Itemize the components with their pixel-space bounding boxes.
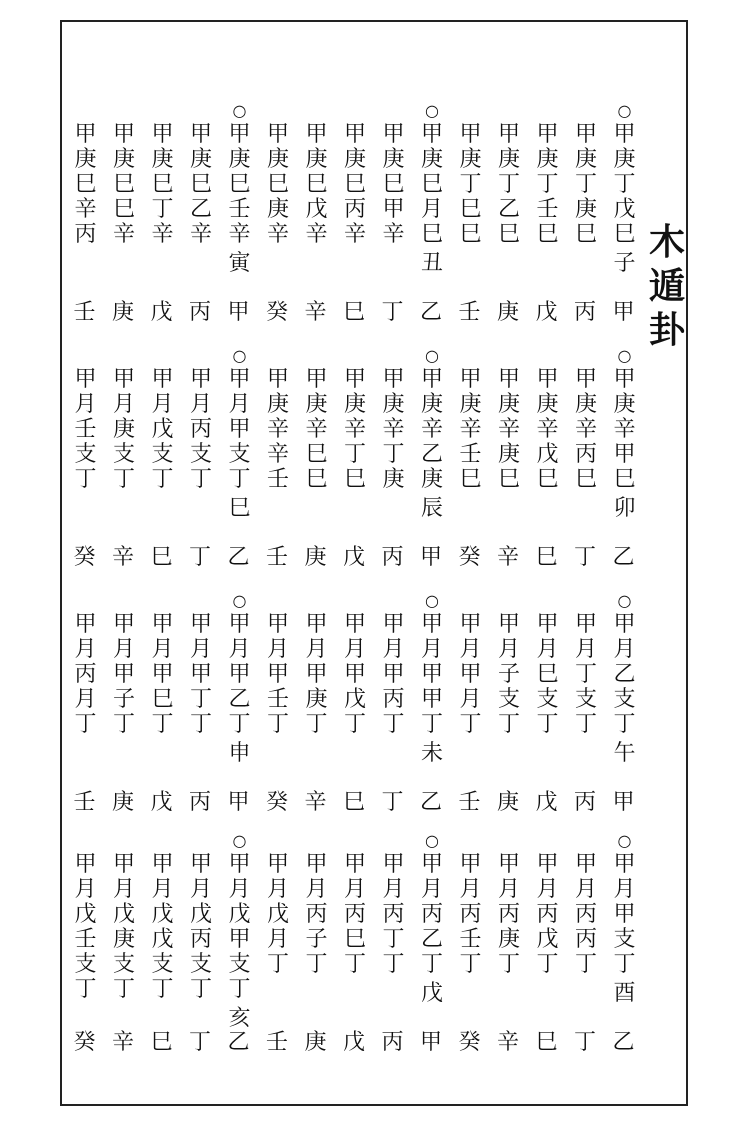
text-column	[302, 345, 332, 575]
circle-marker: ○	[232, 346, 247, 365]
stem-label: 甲	[227, 300, 250, 325]
stem-sequence: 甲庚巳辛丙	[74, 122, 97, 247]
stem-label: 乙	[612, 545, 635, 570]
stem-sequence: 甲庚丁巳巳	[459, 122, 482, 247]
stem-label: 甲	[420, 545, 443, 570]
stem-sequence: 甲月戊丙支丁	[189, 852, 212, 1002]
text-column	[610, 100, 640, 330]
stem-label: 壬	[458, 790, 481, 815]
branch-label: 酉	[613, 981, 636, 1006]
stem-sequence: 甲月乙支丁	[613, 612, 636, 737]
circle-marker: ○	[232, 831, 247, 850]
text-column	[302, 590, 332, 820]
stem-sequence: 甲月子支丁	[497, 612, 520, 737]
stem-sequence: 甲庚巳甲辛	[382, 122, 405, 247]
text-column	[417, 830, 447, 1060]
stem-label: 丁	[189, 1030, 212, 1055]
text-column	[494, 590, 524, 820]
stem-label: 辛	[112, 545, 135, 570]
text-column	[533, 830, 563, 1060]
branch-label: 丑	[420, 251, 443, 276]
text-column	[533, 100, 563, 330]
stem-sequence: 甲月甲丙丁	[382, 612, 405, 737]
text-column	[456, 100, 486, 330]
stem-sequence: 甲庚辛乙庚	[420, 367, 443, 492]
stem-sequence: 甲月戊月丁	[266, 852, 289, 977]
text-column	[456, 345, 486, 575]
stem-label: 乙	[612, 1030, 635, 1055]
stem-sequence: 甲月戊庚支丁	[112, 852, 135, 1002]
stem-sequence: 甲月丙戊丁	[536, 852, 559, 977]
stem-sequence: 甲月甲庚丁	[305, 612, 328, 737]
circle-marker: ○	[425, 101, 439, 120]
text-column	[186, 100, 216, 330]
stem-sequence: 甲庚丁壬巳	[536, 122, 559, 247]
branch-label: 亥	[228, 1006, 251, 1031]
text-column	[148, 590, 178, 820]
stem-label: 癸	[266, 300, 289, 325]
text-column	[148, 830, 178, 1060]
stem-label: 巳	[150, 545, 173, 570]
stem-sequence: 甲庚辛庚巳	[497, 367, 520, 492]
text-column	[340, 830, 370, 1060]
stem-sequence: 甲月甲支丁	[613, 852, 636, 977]
stem-label: 丙	[574, 300, 597, 325]
circle-marker: ○	[617, 591, 632, 610]
stem-sequence: 甲月庚支丁	[112, 367, 135, 492]
text-block	[0, 100, 749, 330]
stem-sequence: 甲月丙丁丁	[382, 852, 405, 977]
text-column	[263, 590, 293, 820]
text-column	[610, 590, 640, 820]
text-column	[494, 345, 524, 575]
stem-label: 巳	[150, 1030, 173, 1055]
stem-label: 丙	[381, 545, 404, 570]
stem-label: 丁	[381, 300, 404, 325]
stem-label: 戊	[343, 1030, 366, 1055]
text-column	[186, 590, 216, 820]
stem-label: 乙	[420, 300, 443, 325]
stem-sequence: 甲月丁支丁	[574, 612, 597, 737]
stem-label: 癸	[458, 545, 481, 570]
stem-sequence: 甲月丙壬丁	[459, 852, 482, 977]
text-column	[225, 830, 255, 1060]
stem-label: 庚	[497, 300, 520, 325]
branch-label: 戊	[420, 981, 443, 1006]
stem-label: 癸	[73, 545, 96, 570]
stem-label: 壬	[73, 790, 96, 815]
page-title: 木遁卦	[648, 221, 685, 351]
text-block	[0, 830, 749, 1060]
stem-sequence: 甲月巳支丁	[536, 612, 559, 737]
stem-label: 巳	[535, 1030, 558, 1055]
stem-label: 戊	[535, 790, 558, 815]
text-column	[571, 100, 601, 330]
stem-label: 辛	[304, 300, 327, 325]
stem-sequence: 甲月甲甲丁	[420, 612, 443, 737]
text-column	[340, 345, 370, 575]
stem-sequence: 甲庚丁庚巳	[574, 122, 597, 247]
text-column	[71, 100, 101, 330]
text-column	[417, 100, 447, 330]
branch-label: 未	[420, 741, 443, 766]
branch-label: 寅	[228, 251, 251, 276]
stem-sequence: 甲庚巳乙辛	[189, 122, 212, 247]
stem-sequence: 甲庚辛丁庚	[382, 367, 405, 492]
stem-label: 辛	[304, 790, 327, 815]
stem-label: 戊	[535, 300, 558, 325]
stem-label: 乙	[227, 545, 250, 570]
stem-sequence: 甲月甲子丁	[112, 612, 135, 737]
text-column	[417, 590, 447, 820]
stem-label: 庚	[304, 1030, 327, 1055]
stem-sequence: 甲月壬支丁	[74, 367, 97, 492]
stem-sequence: 甲庚辛巳巳	[305, 367, 328, 492]
text-column	[571, 830, 601, 1060]
text-column	[302, 100, 332, 330]
stem-sequence: 甲月甲丁丁	[189, 612, 212, 737]
stem-label: 壬	[266, 545, 289, 570]
stem-label: 辛	[112, 1030, 135, 1055]
stem-sequence: 甲月甲戊丁	[343, 612, 366, 737]
text-column	[571, 590, 601, 820]
stem-sequence: 甲月甲乙丁	[228, 612, 251, 737]
stem-sequence: 甲庚巳壬辛	[228, 122, 251, 247]
text-column	[379, 590, 409, 820]
stem-label: 癸	[73, 1030, 96, 1055]
stem-label: 庚	[497, 790, 520, 815]
circle-marker: ○	[425, 831, 439, 850]
stem-sequence: 甲庚巳庚辛	[266, 122, 289, 247]
branch-label: 子	[613, 251, 636, 276]
text-column	[340, 590, 370, 820]
stem-sequence: 甲月丙乙丁	[420, 852, 443, 977]
stem-sequence: 甲庚辛辛壬	[266, 367, 289, 492]
text-column	[109, 830, 139, 1060]
stem-sequence: 甲庚巳丙辛	[343, 122, 366, 247]
text-column	[610, 830, 640, 1060]
text-column	[456, 830, 486, 1060]
circle-marker: ○	[617, 346, 632, 365]
stem-label: 戊	[150, 300, 173, 325]
text-column	[494, 100, 524, 330]
stem-sequence: 甲月戊支丁	[151, 367, 174, 492]
stem-label: 丁	[381, 790, 404, 815]
text-column	[379, 830, 409, 1060]
text-column	[340, 100, 370, 330]
text-column	[571, 345, 601, 575]
stem-label: 壬	[266, 1030, 289, 1055]
text-column	[533, 590, 563, 820]
stem-sequence: 甲月丙巳丁	[343, 852, 366, 977]
text-column	[302, 830, 332, 1060]
stem-label: 辛	[497, 1030, 520, 1055]
stem-label: 甲	[612, 300, 635, 325]
text-column	[417, 345, 447, 575]
text-column	[71, 345, 101, 575]
stem-sequence: 甲月甲壬丁	[266, 612, 289, 737]
text-column	[533, 345, 563, 575]
stem-label: 丁	[574, 545, 597, 570]
stem-label: 癸	[458, 1030, 481, 1055]
stem-label: 癸	[266, 790, 289, 815]
stem-sequence: 甲月丙月丁	[74, 612, 97, 737]
stem-label: 庚	[304, 545, 327, 570]
stem-label: 甲	[420, 1030, 443, 1055]
stem-sequence: 甲月甲巳丁	[151, 612, 174, 737]
stem-label: 丙	[189, 300, 212, 325]
text-column	[225, 590, 255, 820]
stem-sequence: 甲庚巳巳辛	[112, 122, 135, 247]
text-column	[186, 830, 216, 1060]
stem-label: 庚	[112, 300, 135, 325]
stem-sequence: 甲月丙子丁	[305, 852, 328, 977]
branch-label: 辰	[420, 496, 443, 521]
stem-sequence: 甲月丙丙丁	[574, 852, 597, 977]
text-block	[0, 590, 749, 820]
stem-sequence: 甲庚巳月巳	[420, 122, 443, 247]
text-column	[263, 345, 293, 575]
text-column	[148, 345, 178, 575]
stem-sequence: 甲庚巳丁辛	[151, 122, 174, 247]
stem-label: 巳	[535, 545, 558, 570]
stem-label: 丙	[574, 790, 597, 815]
stem-label: 乙	[227, 1030, 250, 1055]
branch-label: 午	[613, 741, 636, 766]
stem-sequence: 甲月甲月丁	[459, 612, 482, 737]
circle-marker: ○	[232, 591, 247, 610]
stem-sequence: 甲月丙庚丁	[497, 852, 520, 977]
circle-marker: ○	[617, 831, 632, 850]
stem-sequence: 甲月戊甲支丁	[228, 852, 251, 1002]
text-column	[148, 100, 178, 330]
text-column	[263, 100, 293, 330]
stem-label: 戊	[150, 790, 173, 815]
stem-label: 丙	[189, 790, 212, 815]
text-block	[0, 345, 749, 575]
stem-label: 戊	[343, 545, 366, 570]
stem-sequence: 甲庚辛丙巳	[574, 367, 597, 492]
stem-label: 丁	[574, 1030, 597, 1055]
text-column	[263, 830, 293, 1060]
stem-sequence: 甲庚辛戊巳	[536, 367, 559, 492]
text-column	[225, 100, 255, 330]
stem-sequence: 甲庚丁戊巳	[613, 122, 636, 247]
text-column	[109, 100, 139, 330]
stem-sequence: 甲月甲支丁	[228, 367, 251, 492]
circle-marker: ○	[425, 346, 439, 365]
stem-label: 辛	[497, 545, 520, 570]
stem-label: 丙	[381, 1030, 404, 1055]
stem-sequence: 甲月戊戊支丁	[151, 852, 174, 1002]
text-column	[610, 345, 640, 575]
text-column	[71, 830, 101, 1060]
text-column	[379, 100, 409, 330]
circle-marker: ○	[425, 591, 439, 610]
circle-marker: ○	[232, 101, 247, 120]
stem-sequence: 甲月戊壬支丁	[74, 852, 97, 1002]
stem-sequence: 甲庚丁乙巳	[497, 122, 520, 247]
text-column	[379, 345, 409, 575]
stem-label: 壬	[458, 300, 481, 325]
stem-label: 甲	[227, 790, 250, 815]
stem-label: 乙	[420, 790, 443, 815]
text-column	[109, 590, 139, 820]
stem-sequence: 甲庚辛甲巳	[613, 367, 636, 492]
stem-label: 甲	[612, 790, 635, 815]
text-column	[225, 345, 255, 575]
branch-label: 申	[228, 741, 251, 766]
stem-label: 壬	[73, 300, 96, 325]
circle-marker: ○	[617, 101, 632, 120]
stem-label: 巳	[343, 790, 366, 815]
stem-sequence: 甲庚辛壬巳	[459, 367, 482, 492]
stem-sequence: 甲月丙支丁	[189, 367, 212, 492]
branch-label: 巳	[228, 496, 251, 521]
text-column	[186, 345, 216, 575]
text-column	[109, 345, 139, 575]
stem-sequence: 甲庚辛丁巳	[343, 367, 366, 492]
stem-sequence: 甲庚巳戊辛	[305, 122, 328, 247]
text-column	[494, 830, 524, 1060]
stem-label: 巳	[343, 300, 366, 325]
stem-label: 庚	[112, 790, 135, 815]
stem-label: 丁	[189, 545, 212, 570]
text-column	[71, 590, 101, 820]
branch-label: 卯	[613, 496, 636, 521]
text-column	[456, 590, 486, 820]
